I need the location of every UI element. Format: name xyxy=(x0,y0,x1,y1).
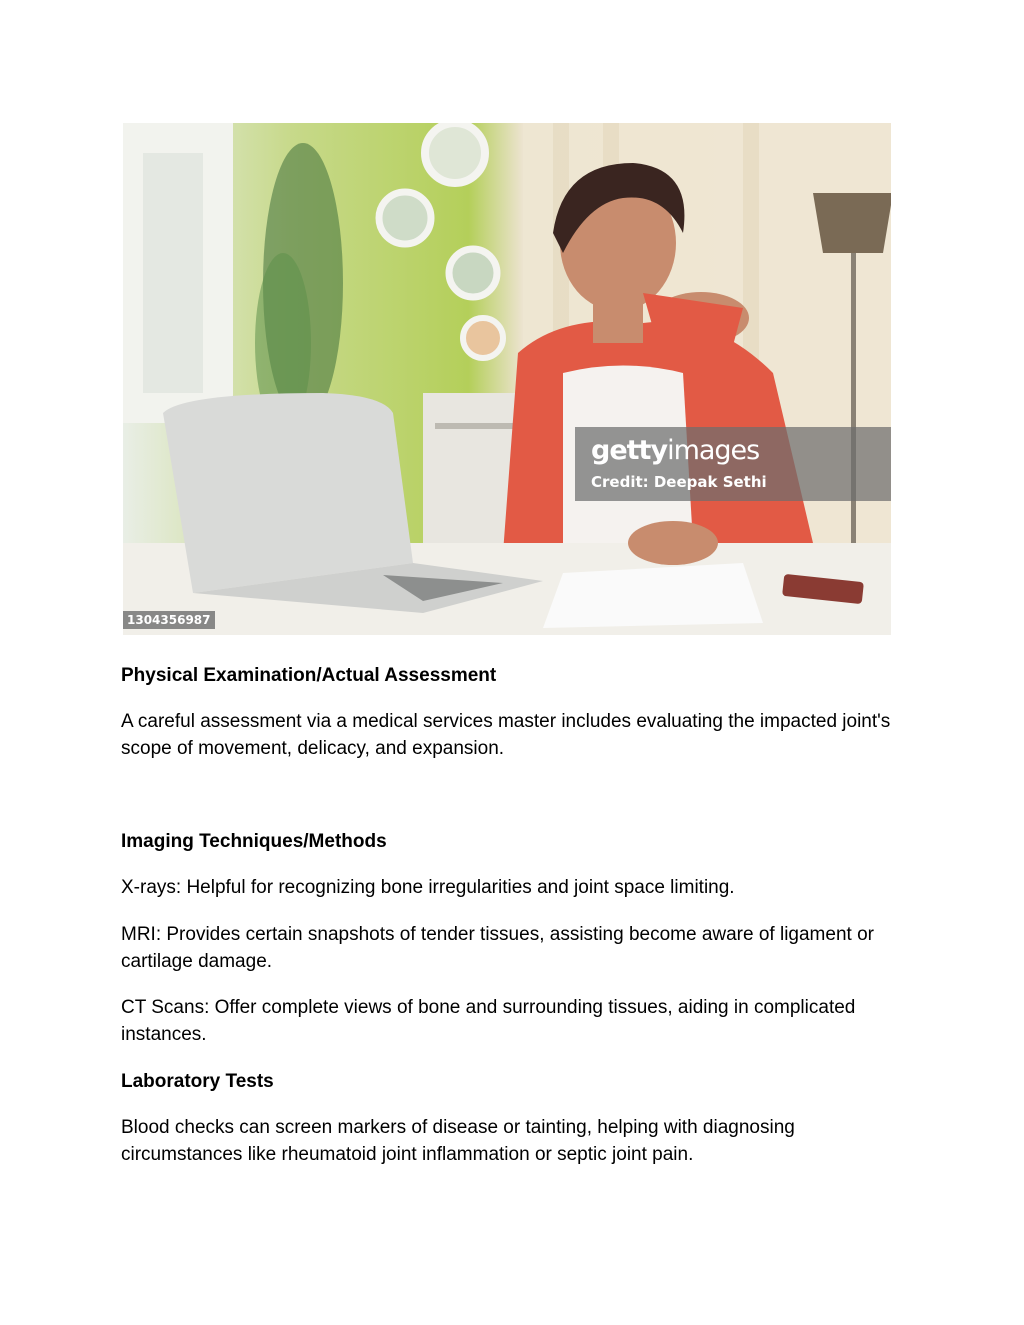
watermark-brand-bold: getty xyxy=(591,435,668,466)
photo-illustration xyxy=(123,123,891,635)
paragraph-mri: MRI: Provides certain snapshots of tender tissues, assisting become aware of ligament or cartilage damage. xyxy=(121,924,874,972)
paragraph-ct-scans: CT Scans: Offer complete views of bone and surrounding tissues, aiding in complicated instances. xyxy=(121,997,856,1045)
watermark-brand-regular: images xyxy=(667,435,760,466)
watermark-credit: Credit: Deepak Sethi xyxy=(591,473,767,491)
paragraph-physical-examination: A careful assessment via a medical services master includes evaluating the impacted joint's scope of movement, delicacy, and expansion. xyxy=(121,711,891,759)
paragraph-xrays: X-rays: Helpful for recognizing bone irregularities and joint space limiting. xyxy=(121,877,735,898)
heading-physical-examination: Physical Examination/Actual Assessment xyxy=(121,665,497,686)
watermark-brand xyxy=(591,435,759,466)
heading-imaging-techniques: Imaging Techniques/Methods xyxy=(121,831,387,852)
stock-photo-woman-neck-pain xyxy=(123,123,891,635)
paragraph-blood-checks: Blood checks can screen markers of disease or tainting, helping with diagnosing circumstances like rheumatoid joint inflammation or septic joint pain. xyxy=(121,1117,795,1165)
image-id-label: 1304356987 xyxy=(123,611,215,629)
heading-laboratory-tests: Laboratory Tests xyxy=(121,1071,274,1092)
getty-images-watermark xyxy=(575,427,891,501)
